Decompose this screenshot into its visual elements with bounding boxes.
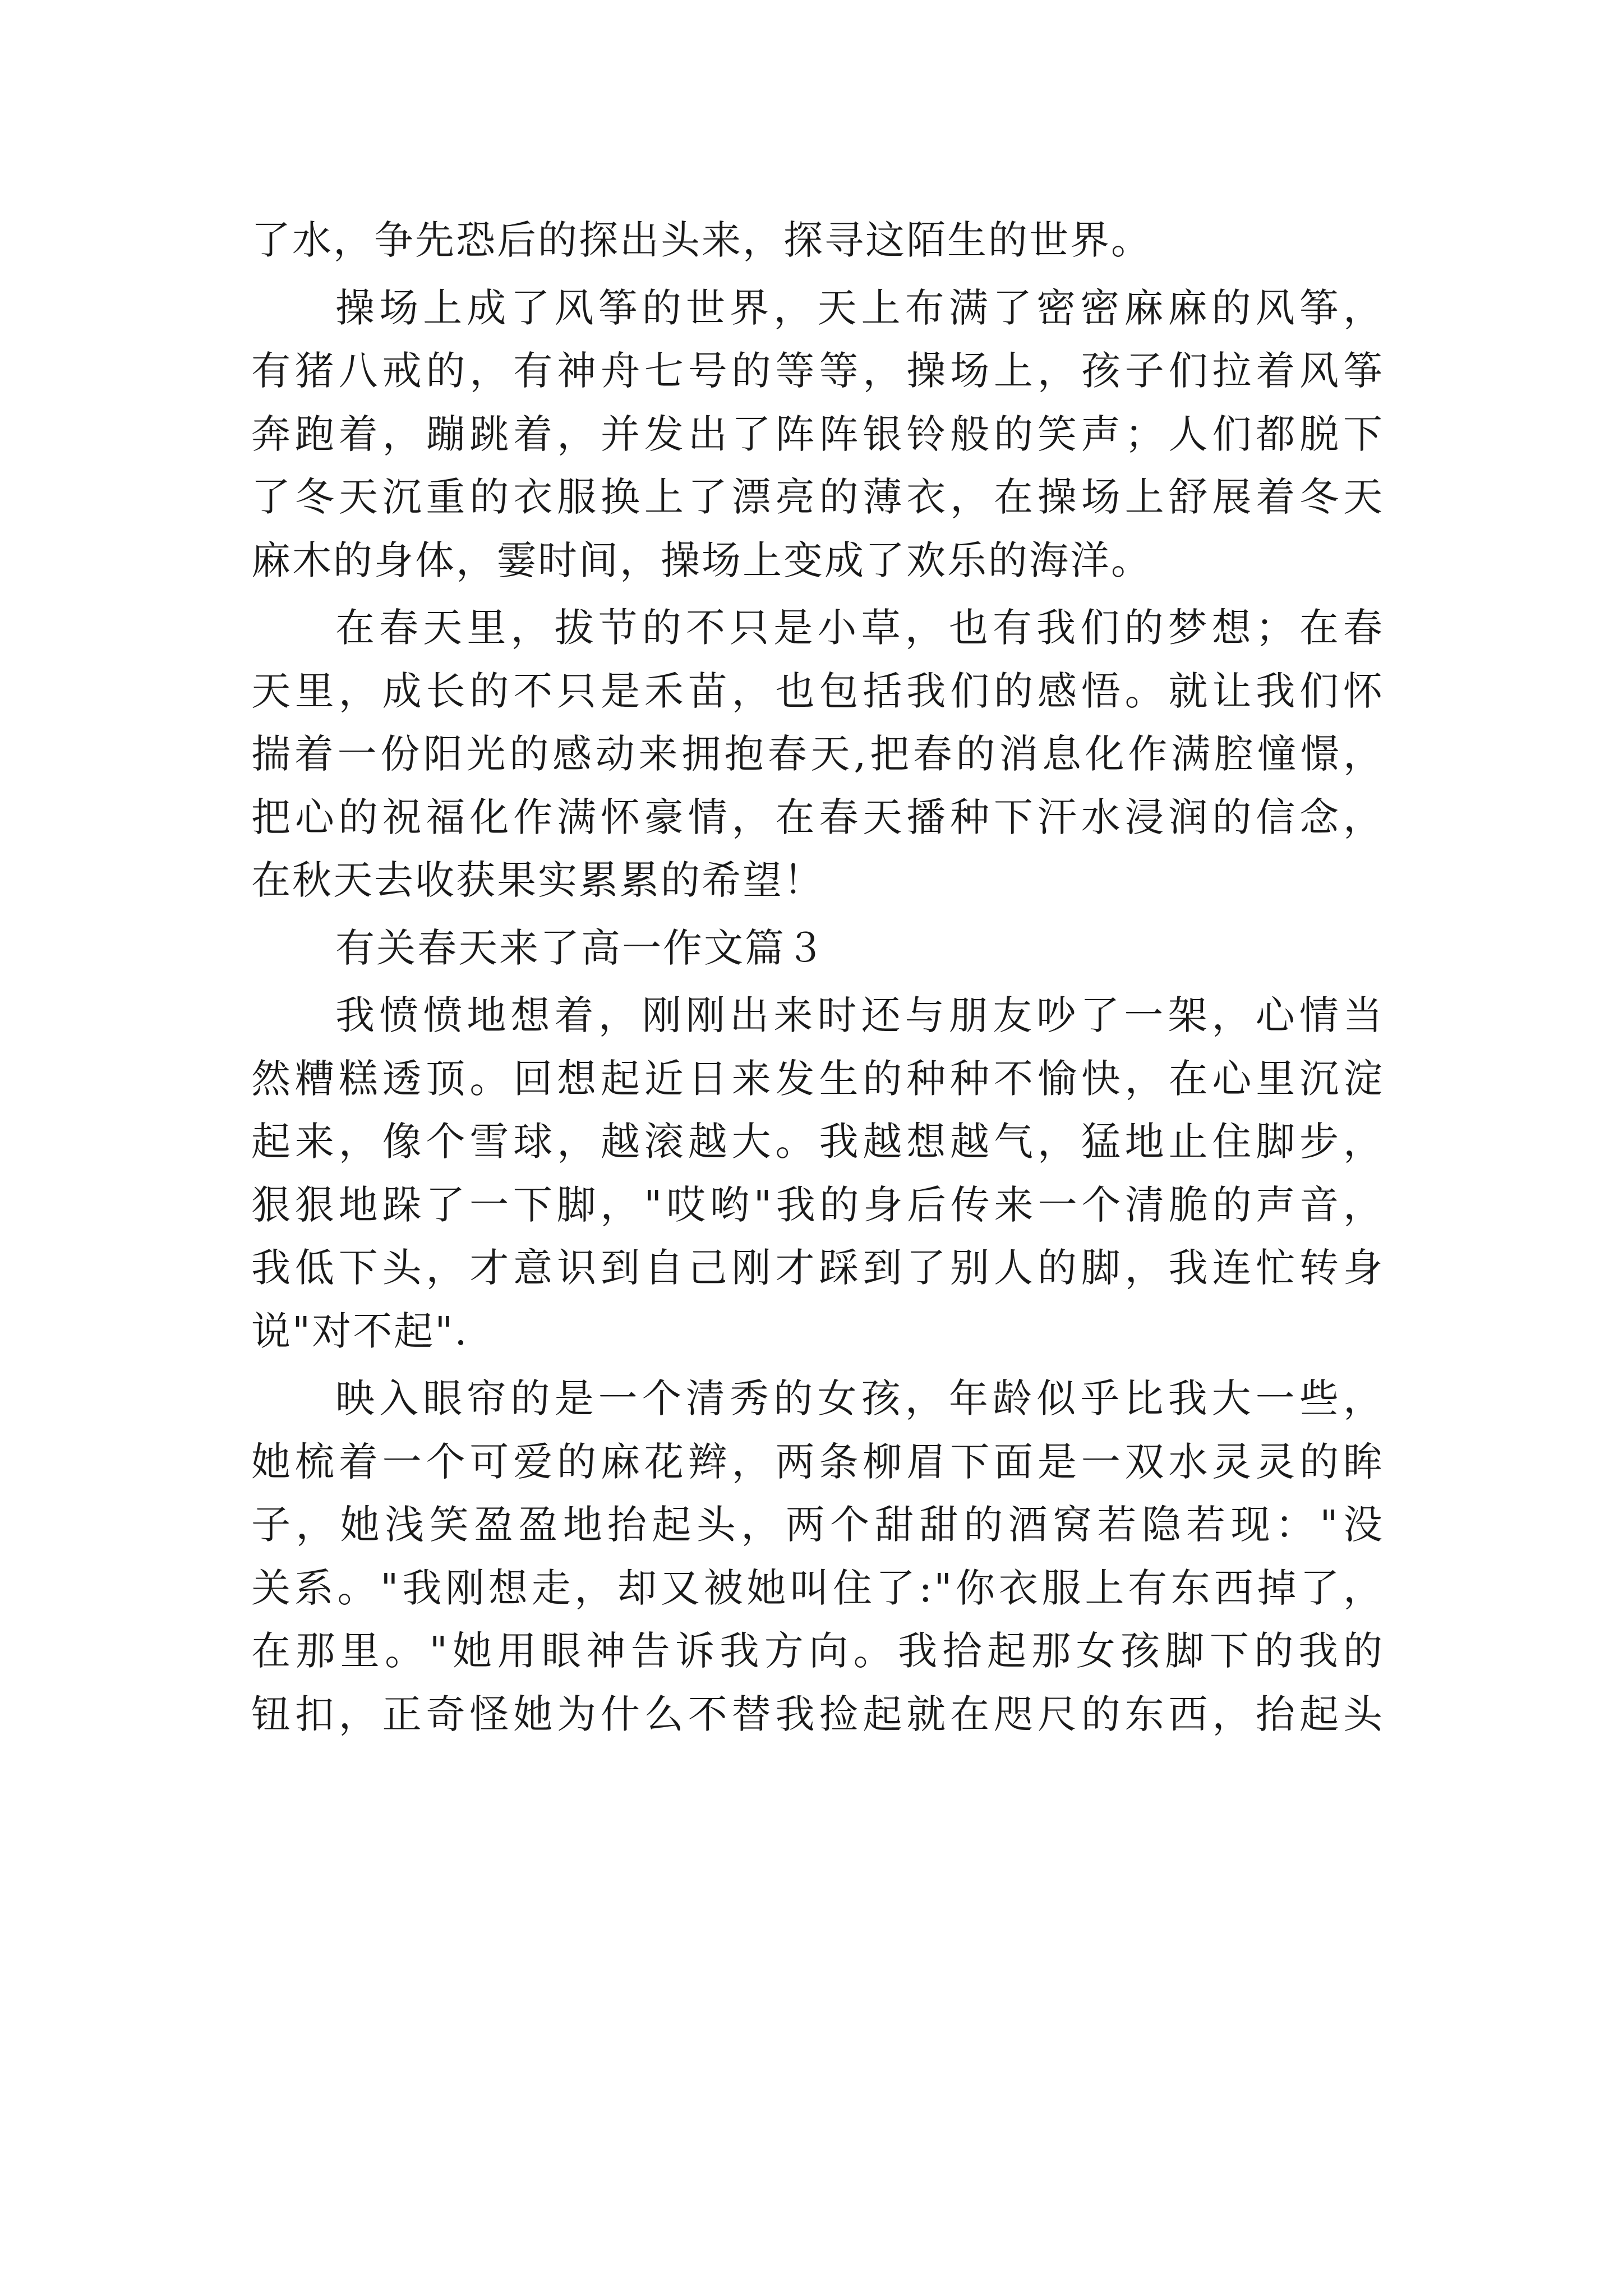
text-line: 然糟糕透顶。回想起近日来发生的种种不愉快，在心里沉淀 xyxy=(251,1055,1384,1102)
text-line: 了冬天沉重的衣服换上了漂亮的薄衣，在操场上舒展着冬天 xyxy=(251,474,1384,520)
text-line: 她梳着一个可爱的麻花辫，两条柳眉下面是一双水灵灵的眸 xyxy=(251,1438,1384,1485)
text-line: 子，她浅笑盈盈地抬起头，两个甜甜的酒窝若隐若现："没 xyxy=(251,1502,1384,1548)
text-line: 钮扣，正奇怪她为什么不替我捡起就在咫尺的东西，抬起头 xyxy=(251,1691,1384,1737)
text-line: 映入眼帘的是一个清秀的女孩，年龄似乎比我大一些， xyxy=(335,1375,1384,1421)
essay-text-block xyxy=(251,209,1384,1746)
text-line: 在秋天去收获果实累累的希望！ xyxy=(251,857,824,903)
text-line: 操场上成了风筝的世界，天上布满了密密麻麻的风筝， xyxy=(335,284,1384,331)
text-line: 奔跑着，蹦跳着，并发出了阵阵银铃般的笑声；人们都脱下 xyxy=(251,411,1384,457)
text-line: 有猪八戒的，有神舟七号的等等，操场上，孩子们拉着风筝 xyxy=(251,348,1384,394)
text-line: 揣着一份阳光的感动来拥抱春天,把春的消息化作满腔憧憬， xyxy=(251,731,1384,777)
text-line: 麻木的身体，霎时间，操场上变成了欢乐的海洋。 xyxy=(251,537,1152,583)
text-line: 天里，成长的不只是禾苗，也包括我们的感悟。就让我们怀 xyxy=(251,668,1384,714)
text-line: 狠狠地跺了一下脚，"哎哟"我的身后传来一个清脆的声音， xyxy=(251,1181,1384,1228)
text-line: 在那里。"她用眼神告诉我方向。我拾起那女孩脚下的我的 xyxy=(251,1628,1384,1674)
text-line: 关系。"我刚想走，却又被她叫住了:"你衣服上有东西掉了， xyxy=(251,1565,1384,1611)
text-line: 把心的祝福化作满怀豪情，在春天播种下汗水浸润的信念， xyxy=(251,794,1384,840)
text-line: 起来，像个雪球，越滚越大。我越想越气，猛地止住脚步， xyxy=(251,1119,1384,1165)
text-line: 说"对不起". xyxy=(251,1308,469,1354)
text-line: 在春天里，拔节的不只是小草，也有我们的梦想；在春 xyxy=(335,605,1384,651)
section-heading: 有关春天来了高一作文篇３ xyxy=(335,924,827,971)
text-line: 了水，争先恐后的探出头来，探寻这陌生的世界。 xyxy=(251,217,1152,263)
text-line: 我低下头，才意识到自己刚才踩到了别人的脚，我连忙转身 xyxy=(251,1245,1384,1291)
text-line: 我愤愤地想着，刚刚出来时还与朋友吵了一架，心情当 xyxy=(335,992,1384,1038)
